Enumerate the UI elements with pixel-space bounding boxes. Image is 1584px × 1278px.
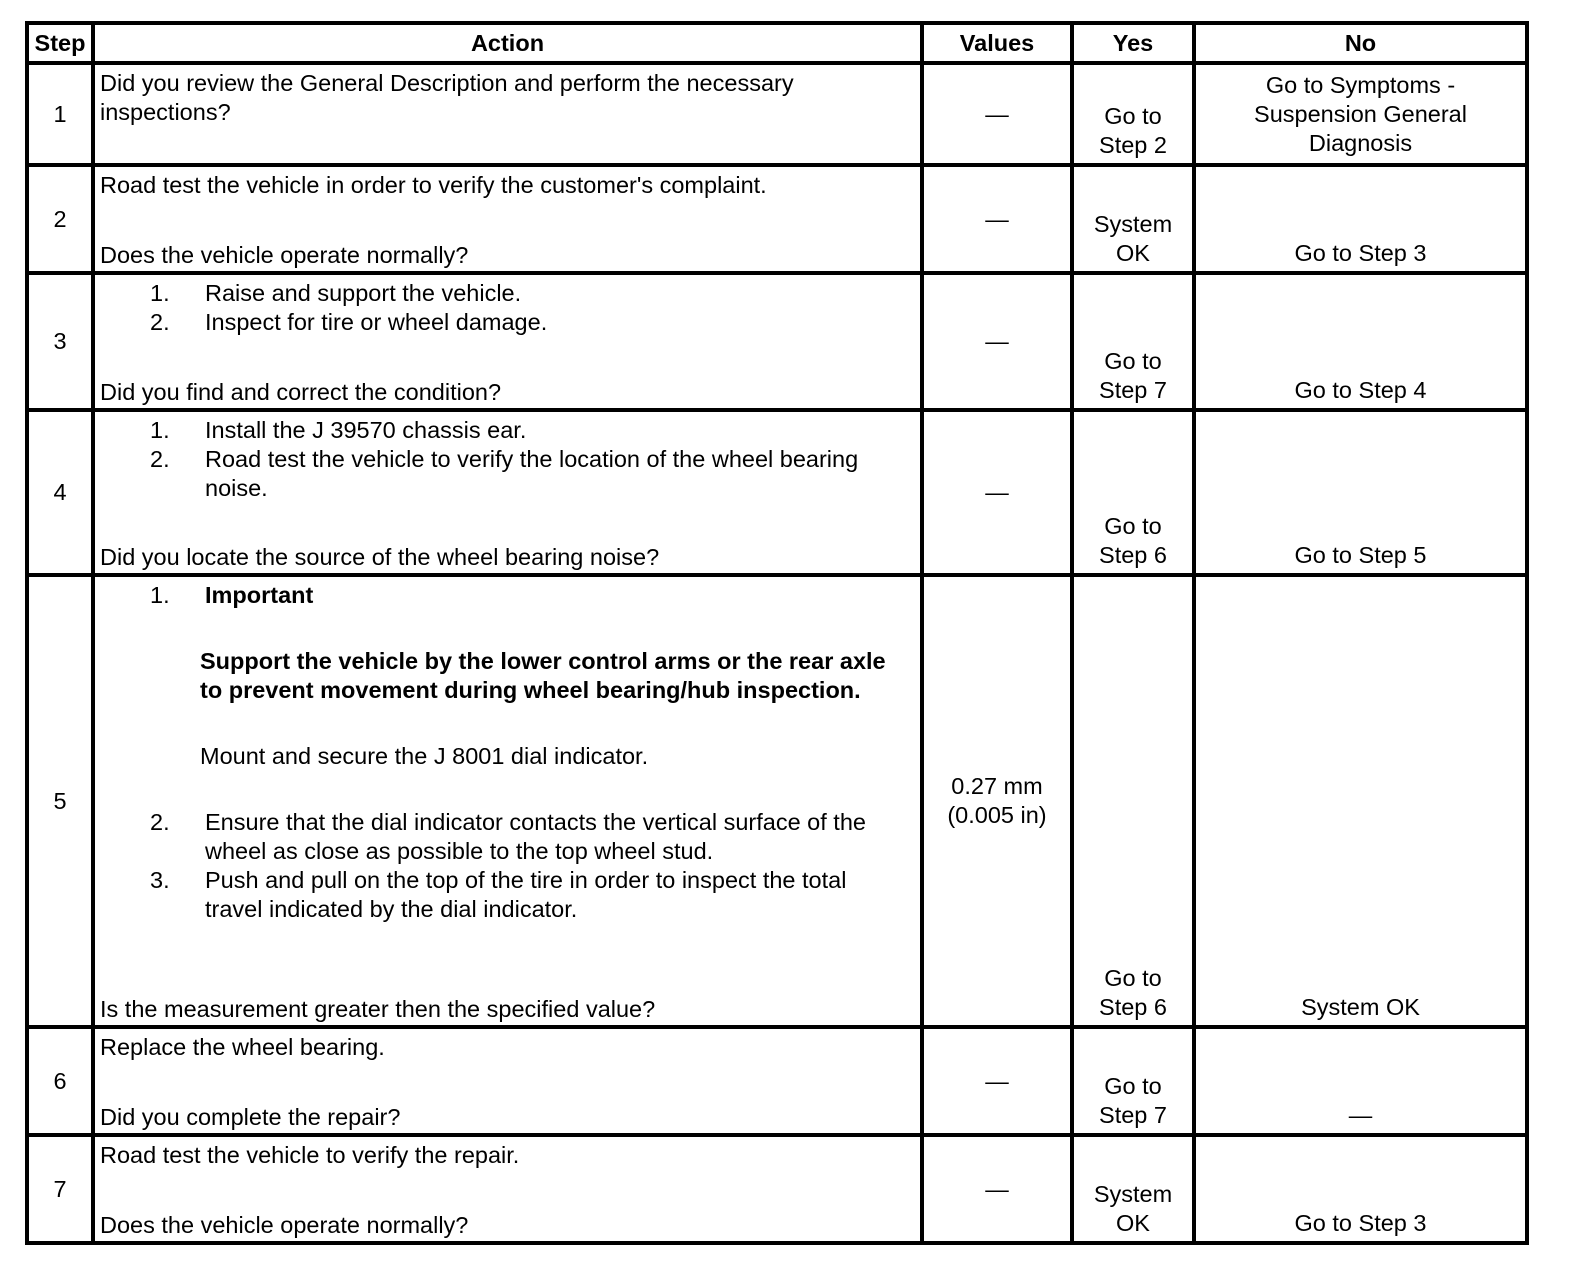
step-number: 7 — [27, 1135, 93, 1243]
list-item-text: Mount and secure the J 8001 dial indicator. — [200, 743, 649, 769]
header-values: Values — [922, 23, 1072, 63]
no-cell — [1194, 575, 1527, 1027]
important-label: Important — [205, 582, 314, 608]
action-question: Does the vehicle operate normally? — [100, 242, 469, 268]
action-cell — [93, 575, 922, 1027]
header-step: Step — [27, 23, 93, 63]
yes-text: Go to Step 7 — [1099, 1073, 1167, 1128]
action-intro: Road test the vehicle in order to verify the customer's complaint. — [100, 172, 767, 198]
table-row-step-5 — [27, 575, 1527, 1027]
yes-cell — [1072, 1027, 1194, 1135]
value-metric: 0.27 mm — [951, 773, 1043, 799]
values-cell — [922, 575, 1072, 1027]
list-item: 2. Ensure that the dial indicator contacts the vertical surface of the wheel as close as possible to the top wheel stud. — [150, 809, 866, 864]
no-text: Go to Symptoms - Suspension General Diagnosis — [1254, 72, 1467, 156]
no-cell — [1194, 165, 1527, 273]
step-number: 5 — [27, 575, 93, 1027]
action-intro: Road test the vehicle to verify the repair. — [100, 1142, 520, 1168]
no-text: Go to Step 5 — [1294, 542, 1427, 568]
yes-cell — [1072, 575, 1194, 1027]
list-item: 1. Important — [150, 582, 314, 608]
list-item: 3. Push and pull on the top of the tire in order to inspect the total travel indicated by the dial indicator. — [150, 867, 847, 922]
step-number: 3 — [27, 273, 93, 410]
no-cell — [1194, 63, 1527, 165]
no-text: Go to Step 4 — [1294, 377, 1427, 403]
action-cell — [93, 1135, 922, 1243]
step-number: 4 — [27, 410, 93, 575]
step-number: 2 — [27, 165, 93, 273]
action-question: Does the vehicle operate normally? — [100, 1212, 469, 1238]
no-text: Go to Step 3 — [1294, 240, 1427, 266]
header-row — [27, 23, 1527, 63]
action-cell — [93, 165, 922, 273]
list-item: 2. Road test the vehicle to verify the location of the wheel bearing noise. — [150, 446, 859, 501]
values-cell: — — [922, 273, 1072, 410]
yes-text: Go to Step 6 — [1099, 513, 1167, 568]
list-item: 2. Inspect for tire or wheel damage. — [150, 309, 548, 335]
table-row-step-3 — [27, 273, 1527, 410]
yes-text: System OK — [1093, 211, 1173, 266]
step-number: 1 — [27, 63, 93, 165]
important-note: Support the vehicle by the lower control arms or the rear axle to prevent movement during wheel bearing/hub inspection. — [200, 648, 886, 703]
table-row-step-6 — [27, 1027, 1527, 1135]
action-question: Did you locate the source of the wheel bearing noise? — [100, 544, 660, 570]
action-cell — [93, 1027, 922, 1135]
no-text: System OK — [1301, 994, 1420, 1020]
action-text: Did you review the General Description and perform the necessary inspections? — [100, 70, 794, 125]
yes-cell — [1072, 165, 1194, 273]
action-question: Is the measurement greater then the specified value? — [100, 996, 656, 1022]
table-row-step-7 — [27, 1135, 1527, 1243]
action-cell — [93, 410, 922, 575]
values-cell: — — [922, 1027, 1072, 1135]
table-row-step-2 — [27, 165, 1527, 273]
header-action: Action — [93, 23, 922, 63]
values-cell: — — [922, 165, 1072, 273]
list-item: 1. Raise and support the vehicle. — [150, 280, 522, 306]
yes-text: Go to Step 2 — [1099, 103, 1167, 158]
list-item: 1. Install the J 39570 chassis ear. — [150, 417, 527, 443]
yes-cell — [1072, 1135, 1194, 1243]
yes-cell — [1072, 410, 1194, 575]
diagnostic-table — [25, 21, 1529, 1245]
action-intro: Replace the wheel bearing. — [100, 1034, 385, 1060]
values-cell: — — [922, 63, 1072, 165]
values-cell: — — [922, 410, 1072, 575]
yes-cell — [1072, 273, 1194, 410]
no-text: Go to Step 3 — [1294, 1210, 1427, 1236]
no-cell — [1194, 1135, 1527, 1243]
header-no: No — [1194, 23, 1527, 63]
no-cell — [1194, 273, 1527, 410]
header-yes: Yes — [1072, 23, 1194, 63]
value-imperial: (0.005 in) — [947, 802, 1047, 828]
step-number: 6 — [27, 1027, 93, 1135]
table-row-step-1 — [27, 63, 1527, 165]
yes-cell — [1072, 63, 1194, 165]
table-row-step-4 — [27, 410, 1527, 575]
action-question: Did you complete the repair? — [100, 1104, 401, 1130]
action-cell — [93, 273, 922, 410]
yes-text: Go to Step 7 — [1099, 348, 1167, 403]
yes-text: System OK — [1093, 1181, 1173, 1236]
no-cell — [1194, 1027, 1527, 1135]
yes-text: Go to Step 6 — [1099, 965, 1167, 1020]
no-text: — — [1348, 1102, 1373, 1128]
no-cell — [1194, 410, 1527, 575]
values-cell: — — [922, 1135, 1072, 1243]
action-question: Did you find and correct the condition? — [100, 379, 502, 405]
action-cell — [93, 63, 922, 165]
